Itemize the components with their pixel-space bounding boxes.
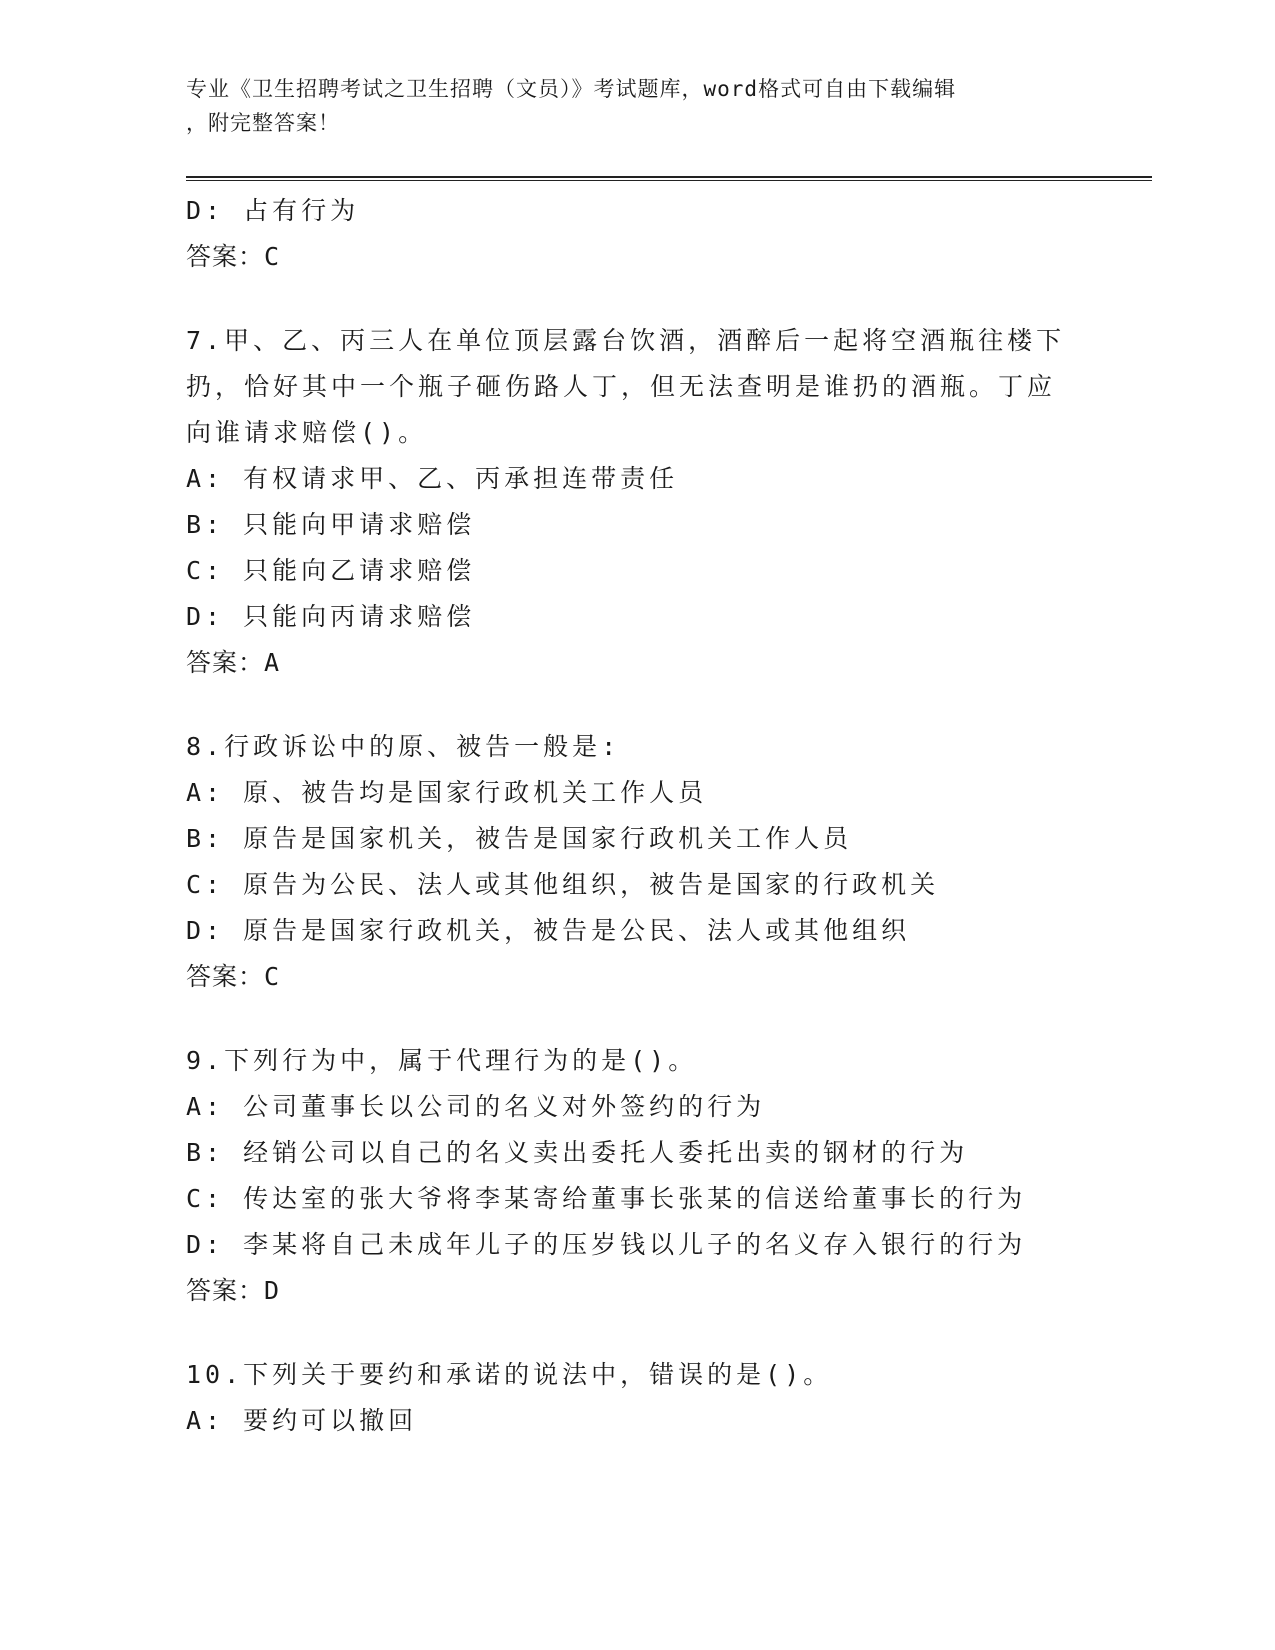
option-c: C: 传达室的张大爷将李某寄给董事长张某的信送给董事长的行为 (186, 1184, 1027, 1213)
answer-label: 答案： (186, 648, 265, 677)
question-stem-line: 扔，恰好其中一个瓶子砸伤路人丁，但无法查明是谁扔的酒瓶。丁应 (186, 372, 1057, 401)
option-b: B: 原告是国家机关，被告是国家行政机关工作人员 (186, 824, 853, 853)
option-d: D: 原告是国家行政机关，被告是公民、法人或其他组织 (186, 916, 911, 945)
option-a: A: 原、被告均是国家行政机关工作人员 (186, 778, 708, 807)
header-line-2: ，附完整答案！ (186, 111, 340, 135)
option-d: D: 占有行为 (186, 196, 360, 225)
question-stem-line: 7.甲、乙、丙三人在单位顶层露台饮酒，酒醉后一起将空酒瓶往楼下 (186, 326, 1066, 355)
option-a: A: 公司董事长以公司的名义对外签约的行为 (186, 1092, 766, 1121)
question-stem-line: 向谁请求赔偿()。 (186, 418, 428, 447)
option-b: B: 只能向甲请求赔偿 (186, 510, 476, 539)
question-block-9 (186, 1038, 1086, 1314)
option-c: C: 只能向乙请求赔偿 (186, 556, 476, 585)
option-d: D: 李某将自己未成年儿子的压岁钱以儿子的名义存入银行的行为 (186, 1230, 1027, 1259)
question-block-10 (186, 1352, 1086, 1444)
answer-line (186, 640, 1086, 686)
option-a: A: 要约可以撤回 (186, 1406, 418, 1435)
question-stem-line: 8.行政诉讼中的原、被告一般是: (186, 732, 621, 761)
question-list (186, 188, 1086, 1444)
option-d: D: 只能向丙请求赔偿 (186, 602, 476, 631)
answer-line (186, 234, 1086, 280)
option-b: B: 经销公司以自己的名义卖出委托人委托出卖的钢材的行为 (186, 1138, 969, 1167)
answer-label: 答案： (186, 242, 265, 271)
question-stem-line: 10.下列关于要约和承诺的说法中，错误的是()。 (186, 1360, 833, 1389)
answer-label: 答案： (186, 1276, 265, 1305)
answer-value: D (264, 1276, 281, 1305)
answer-value: A (264, 648, 281, 677)
answer-value: C (264, 962, 281, 991)
question-block-partial (186, 188, 1086, 280)
option-a: A: 有权请求甲、乙、丙承担连带责任 (186, 464, 679, 493)
option-c: C: 原告为公民、法人或其他组织，被告是国家的行政机关 (186, 870, 940, 899)
question-stem-line: 9.下列行为中，属于代理行为的是()。 (186, 1046, 698, 1075)
question-block-7 (186, 318, 1086, 686)
question-block-8 (186, 724, 1086, 1000)
header-divider (186, 176, 1152, 181)
answer-line (186, 1268, 1086, 1314)
document-header (186, 72, 1086, 140)
header-line-1: 专业《卫生招聘考试之卫生招聘（文员）》考试题库，word格式可自由下载编辑 (186, 77, 957, 101)
answer-label: 答案： (186, 962, 265, 991)
answer-value: C (264, 242, 281, 271)
answer-line (186, 954, 1086, 1000)
